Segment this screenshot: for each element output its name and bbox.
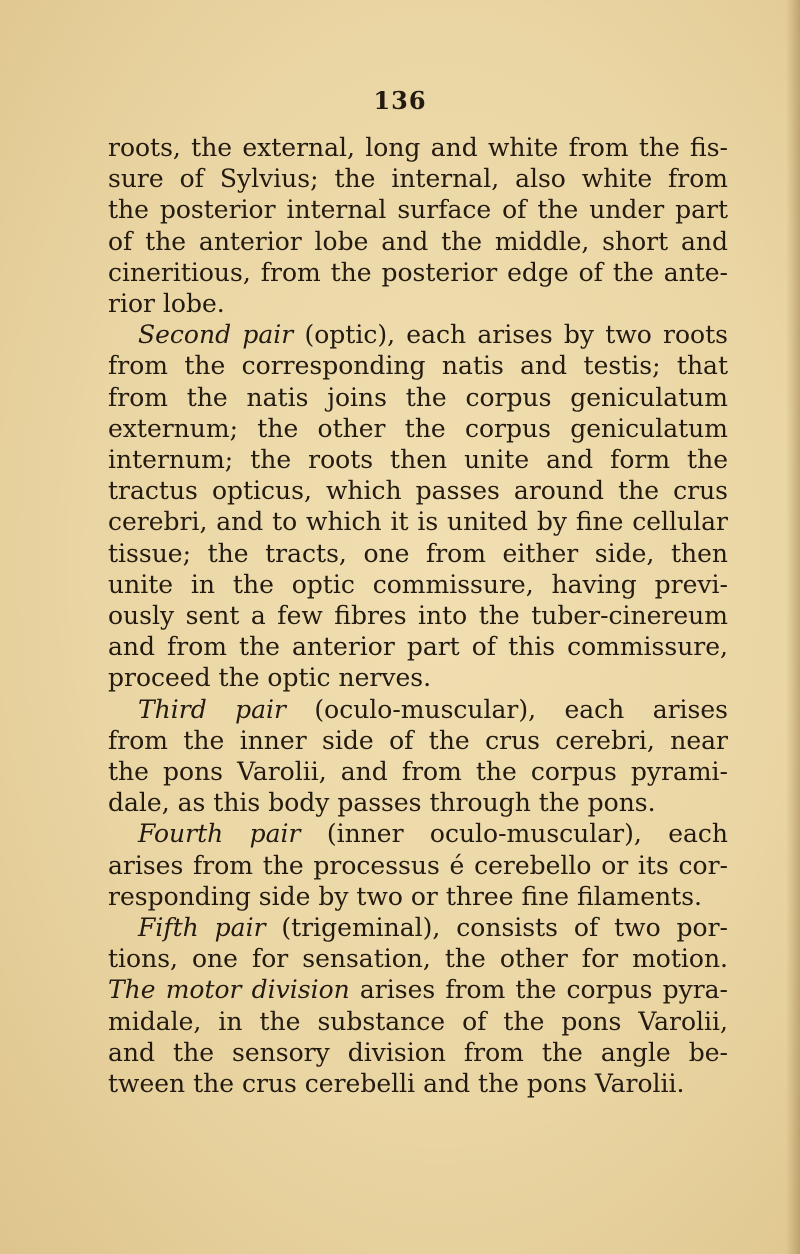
text-line: and the sensory division from the angle be- (108, 1037, 728, 1067)
text-line: midale, in the substance of the pons Varolii, (108, 1006, 728, 1036)
text-line: tions, one for sensation, the other for motion. (108, 944, 728, 974)
text-line: from the natis joins the corpus geniculatum (108, 382, 728, 412)
text-line: tractus opticus, which passes around the crus (108, 476, 728, 506)
section-heading-third-pair: Third pair (138, 694, 286, 724)
text-line: roots, the external, long and white from the fis- (108, 133, 728, 162)
text-line: from the corresponding natis and testis; that (108, 351, 728, 381)
text-line: tissue; the tracts, one from either side, then (108, 538, 728, 568)
text-line: the posterior internal surface of the under part (108, 195, 728, 225)
text-line: Second pair (optic), each arises by two roots (138, 320, 728, 350)
text-line: and from the anterior part of this commissure, (108, 632, 728, 662)
text-line: of the anterior lobe and the middle, short and (108, 226, 728, 256)
page-edge-shadow (786, 0, 800, 1254)
text-line: Fourth pair (inner oculo-muscular), each (138, 819, 728, 849)
text-line: the pons Varolii, and from the corpus pyrami- (108, 757, 728, 787)
text-line: externum; the other the corpus geniculatum (108, 413, 728, 443)
text-line: cerebri, and to which it is united by fine cellular (108, 507, 728, 537)
text-line: responding side by two or three fine filaments. (108, 881, 702, 911)
text-line: from the inner side of the crus cerebri, near (108, 725, 728, 755)
text-line: proceed the optic nerves. (108, 663, 432, 693)
text-line: The motor division arises from the corpus pyra- (108, 975, 728, 1005)
text-line: unite in the optic commissure, having previ- (108, 569, 728, 599)
text-line: sure of Sylvius; the internal, also white from (108, 164, 728, 194)
text-line: Fifth pair (trigeminal), consists of two por- (138, 913, 728, 943)
section-heading-fourth-pair: Fourth pair (138, 819, 301, 849)
text-line: tween the crus cerebelli and the pons Varolii. (108, 1069, 685, 1099)
text-line: dale, as this body passes through the pons. (108, 788, 656, 818)
page-number: 136 (373, 86, 427, 115)
body-text (108, 132, 728, 1099)
text-line: ously sent a few fibres into the tuber-cinereum (108, 601, 728, 631)
motor-division-term: The motor division (108, 975, 350, 1005)
section-heading-fifth-pair: Fifth pair (138, 913, 266, 943)
section-heading-second-pair: Second pair (138, 320, 294, 350)
text-line: Third pair (oculo-muscular), each arises (138, 694, 728, 724)
text-line: internum; the roots then unite and form the (108, 445, 728, 475)
text-line: cineritious, from the posterior edge of the ante- (108, 257, 728, 287)
text-line: arises from the processus é cerebello or its cor- (108, 850, 728, 880)
text-line: rior lobe. (108, 289, 225, 319)
